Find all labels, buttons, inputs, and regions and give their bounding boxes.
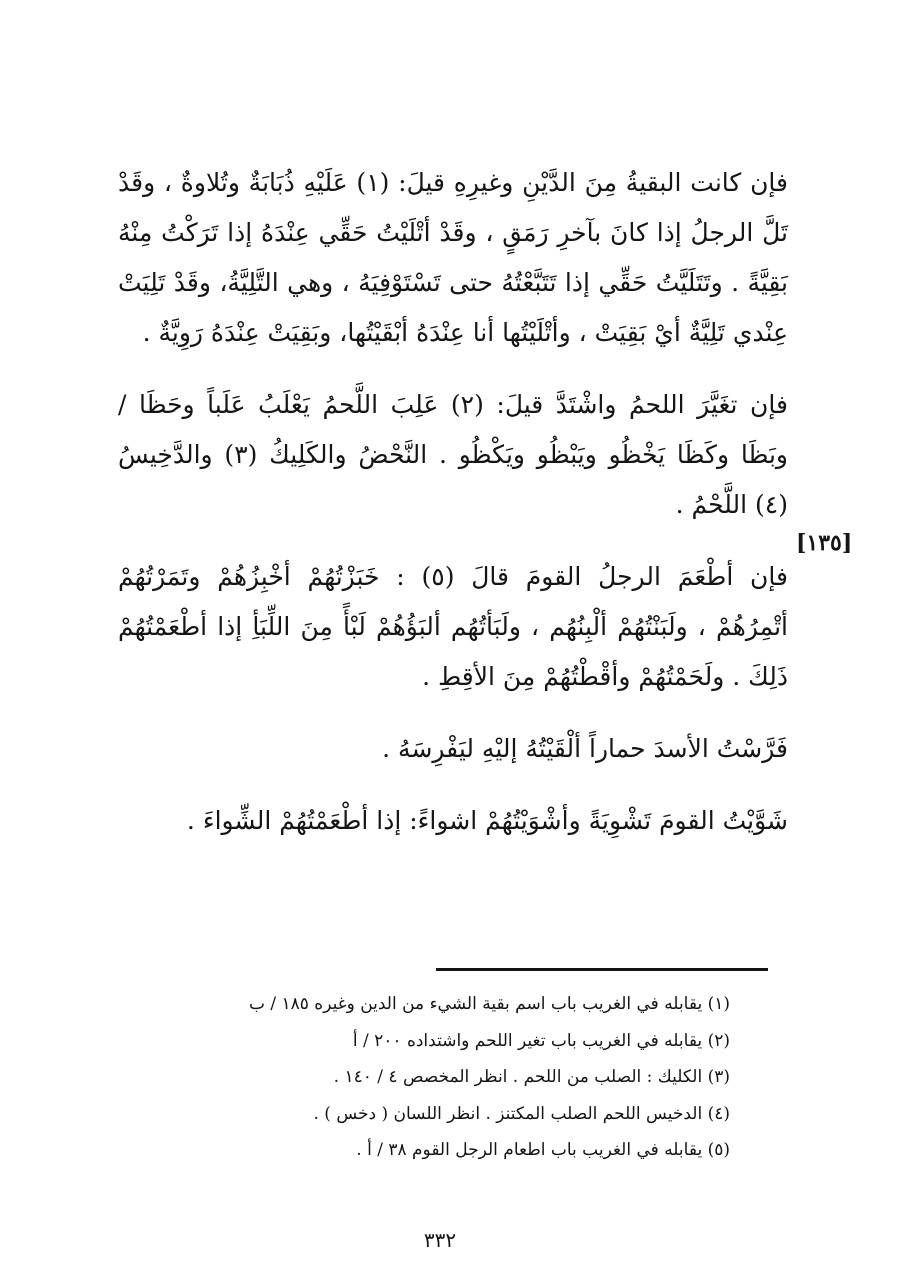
footnote-5: (٥) يقابله في الغريب باب اطعام الرجل القوم ٣٨ / أ .: [356, 1140, 730, 1160]
paragraph-roasting: شَوَّيْتُ القومَ تَشْوِيَةً وأشْوَيْتُهُمْ اشواءً: إذا أطْعَمْتُهُمْ الشِّواءَ .: [186, 806, 788, 835]
paragraph-remainder: فإن كانت البقيةُ مِنَ الدَّيْنِ وغيرِهِ قيلَ: (١) عَلَيْهِ ذُبَابَةٌ وتُلاوةٌ ، وقَدْ تَلَّ الرجلُ إذا كانَ بآخرِ رَمَقٍ ، وقَدْ أتْلَيْتُ حَقِّي عِنْدَهُ إذا تَرَكْتُ مِنْهُ بَقِيَّةً . وتَتَلَيَّتُ حَقِّي إذا تَتَبَّعْتُهُ حتى تَسْتَوْفِيَهُ ، وهي التَّلِيَّةُ، وقَدْ تَلِيَتْ عِنْدي تَلِيَّةٌ أيْ بَقِيَتْ ، وأتْلَيْتُها أنا عِنْدَهُ أبْقَيْتُها، وبَقِيَتْ عِنْدَهُ رَوِيَّةٌ .: [118, 168, 788, 347]
footnote-separator: [436, 968, 768, 971]
paragraph-meat: فإن تغَيَّرَ اللحمُ واشْتَدَّ قيلَ: (٢) عَلِبَ اللَّحمُ يَعْلَبُ عَلَباً وحَظَا / وبَظَا وكَظَا يَخْظُو ويَبْظُو ويَكْظُو . النَّحْضُ والكَلِيكُ (٣) والدَّخِيسُ (٤) اللَّحْمُ .: [118, 390, 788, 519]
margin-page-reference: [١٣٥]: [796, 530, 853, 556]
paragraph-feeding: فإن أطْعَمَ الرجلُ القومَ قالَ (٥) : خَبَزْتُهُمْ أخْبِزُهُمْ وتَمَرْتُهُمْ أتْمِرُهُمْ ، ولَبَنْتُهُمْ ألْبِنُهُم ، ولَبَأتُهُم ألبَؤُهُمْ لَبْأً مِنَ اللِّبَأِ إذا أطْعَمْتُهُمْ ذَلِكَ . ولَحَمْتُهُمْ وأقْطْتُهُمْ مِنَ الأقِطِ .: [118, 562, 788, 691]
main-text: [118, 158, 788, 868]
page-number: ٣٣٢: [423, 1228, 457, 1252]
footnote-4: (٤) الدخيس اللحم الصلب المكتنز . انظر اللسان ( دخس ) .: [313, 1103, 730, 1124]
footnotes: [150, 986, 730, 1169]
footnote-3: (٣) الكليك : الصلب من اللحم . انظر المخصص ٤ / ١٤٠ .: [333, 1067, 730, 1087]
paragraph-lion: فَرَّسْتُ الأسدَ حماراً ألْقَيْتُهُ إليْهِ ليَفْرِسَهُ .: [382, 734, 788, 763]
footnote-1: (١) يقابله في الغريب باب اسم بقية الشيء من الدين وغيره ١٨٥ / ب: [248, 994, 730, 1014]
footnote-2: (٢) يقابله في الغريب باب تغير اللحم واشتداده ٢٠٠ / أ: [352, 1030, 730, 1051]
